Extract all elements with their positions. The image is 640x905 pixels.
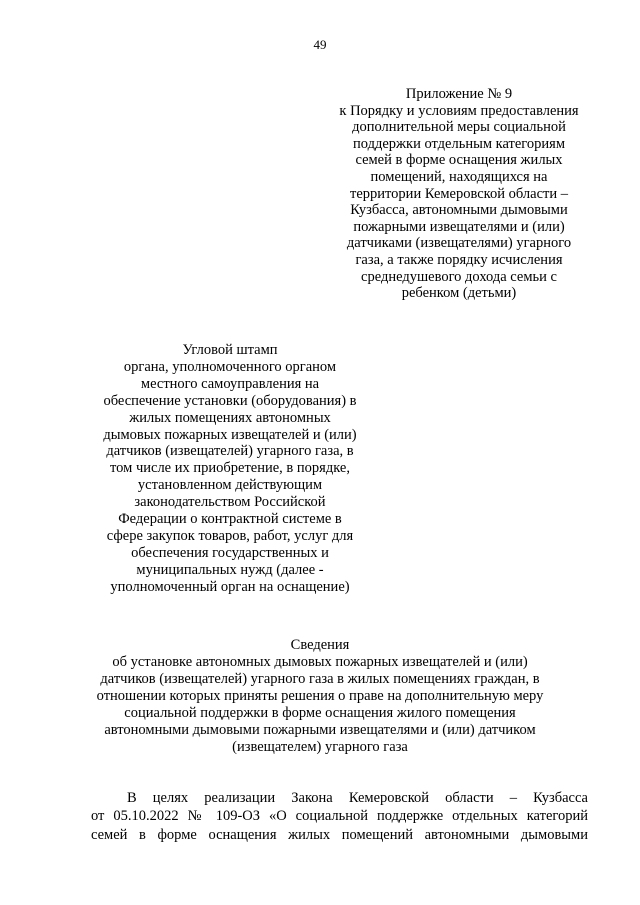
stamp-line: жилых помещениях автономных bbox=[129, 409, 331, 426]
body-line: семей в форме оснащения жилых помещений автономными дымовыми bbox=[91, 826, 588, 843]
appendix-line: датчиками (извещателями) угарного bbox=[346, 235, 572, 252]
appendix-line: Приложение № 9 bbox=[405, 86, 513, 102]
stamp-line: датчиков (извещателей) угарного газа, в bbox=[106, 443, 354, 460]
appendix-line: Кузбасса, автономными дымовыми bbox=[350, 202, 568, 219]
stamp-line: дымовых пожарных извещателей и (или) bbox=[103, 426, 357, 443]
title-subline: отношении которых приняты решения о праве на дополнительную меру bbox=[96, 688, 544, 704]
stamp-line: сфере закупок товаров, работ, услуг для bbox=[106, 527, 354, 544]
title-subline: датчиков (извещателей) угарного газа в жилых помещениях граждан, в bbox=[100, 671, 540, 687]
stamp-line: обеспечение установки (оборудования) в bbox=[103, 392, 357, 409]
title-subline: социальной поддержки в форме оснащения жилого помещения bbox=[124, 705, 516, 721]
appendix-line: пожарными извещателями и (или) bbox=[353, 218, 565, 235]
stamp-line: муниципальных нужд (далее - bbox=[136, 561, 324, 578]
body-paragraph bbox=[91, 789, 588, 844]
stamp-line: Федерации о контрактной системе в bbox=[118, 511, 342, 528]
stamp-line: законодательством Российской bbox=[134, 494, 326, 511]
stamp-line: уполномоченный орган на оснащение) bbox=[110, 578, 350, 595]
appendix-line: ребенком (детьми) bbox=[401, 285, 517, 302]
stamp-line: обеспечения государственных и bbox=[131, 544, 329, 561]
body-line: В целях реализации Закона Кемеровской области – Кузбасса bbox=[127, 790, 588, 806]
appendix-line: семей в форме оснащения жилых bbox=[355, 152, 563, 169]
stamp-line: том числе их приобретение, в порядке, bbox=[110, 460, 350, 477]
appendix-line: среднедушевого дохода семьи с bbox=[361, 268, 557, 285]
stamp-line: органа, уполномоченного органом bbox=[123, 358, 337, 375]
appendix-line: помещений, находящихся на bbox=[370, 168, 548, 185]
title-subline: об установке автономных дымовых пожарных извещателей и (или) bbox=[112, 654, 528, 670]
appendix-header bbox=[330, 86, 588, 302]
appendix-line: к Порядку и условиям предоставления bbox=[339, 102, 579, 119]
body-line: от 05.10.2022 № 109-ОЗ «О социальной поддержке отдельных категорий bbox=[91, 808, 588, 825]
appendix-line: газа, а также порядку исчисления bbox=[355, 251, 563, 268]
title-subline: автономными дымовыми пожарными извещателями и (или) датчиком bbox=[104, 722, 536, 738]
page-number: 49 bbox=[313, 37, 327, 52]
appendix-line: поддержки отдельным категориям bbox=[353, 135, 565, 152]
stamp-line: Угловой штамп bbox=[182, 342, 278, 358]
stamp-line: установленном действующим bbox=[137, 477, 323, 494]
info-title-block bbox=[0, 637, 640, 756]
corner-stamp-block bbox=[80, 342, 380, 596]
appendix-line: дополнительной меры социальной bbox=[352, 119, 566, 136]
title-subline: (извещателем) угарного газа bbox=[232, 739, 408, 755]
appendix-line: территории Кемеровской области – bbox=[350, 185, 568, 202]
stamp-line: местного самоуправления на bbox=[140, 375, 320, 392]
document-title: Сведения bbox=[290, 637, 350, 653]
